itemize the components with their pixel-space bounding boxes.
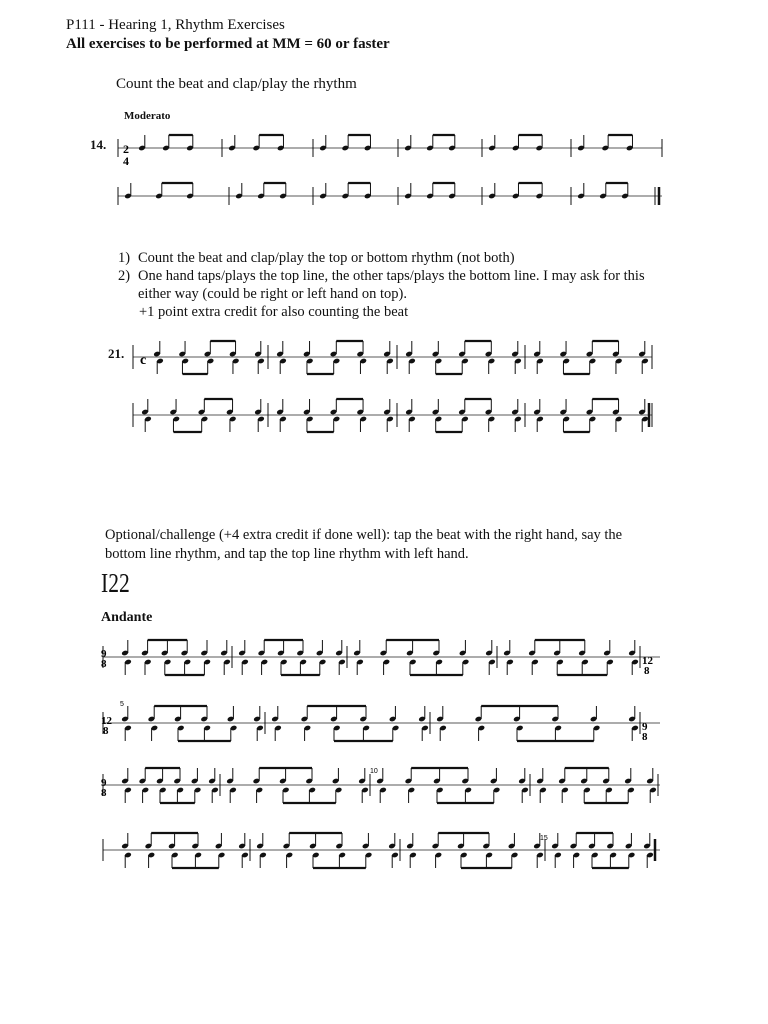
section1-instruction: Count the beat and clap/play the rhythm bbox=[116, 76, 357, 92]
ex122-timesig-12b-top: 12 bbox=[101, 715, 112, 727]
ex122-timesig-9-top: 9 bbox=[101, 648, 107, 660]
ex14-timesig-bottom: 4 bbox=[123, 154, 129, 168]
ex21-common-time: c bbox=[140, 353, 147, 368]
exercise-122-staff-lines bbox=[103, 646, 660, 861]
exercise-14-notation bbox=[0, 120, 768, 230]
ex14-timesig-top: 2 bbox=[123, 142, 129, 156]
exercise-122-notes bbox=[121, 640, 657, 868]
ex122-timesig-9b-top: 9 bbox=[642, 721, 648, 733]
exercise-21-notation bbox=[0, 330, 768, 450]
section3-tempo-marking: Andante bbox=[101, 610, 153, 625]
instruction-item-text: Count the beat and clap/play the top or bottom rhythm (not both) bbox=[138, 250, 515, 266]
instruction-item-text: One hand taps/plays the top line, the other taps/plays the bottom line. I may ask for this either way (could be right or left hand on top). bbox=[138, 268, 645, 302]
instruction-item-number: 2) bbox=[118, 268, 131, 284]
exercise-21-notes bbox=[141, 341, 649, 432]
ex122-measure-number-5: 5 bbox=[120, 701, 124, 708]
ex122-timesig-12-bottom: 8 bbox=[644, 665, 650, 677]
section2-instruction-list bbox=[118, 249, 678, 303]
extra-credit-note: +1 point extra credit for also counting the beat bbox=[139, 304, 409, 320]
exercise-14-number: 14. bbox=[90, 137, 107, 152]
instruction-item-1 bbox=[118, 249, 678, 267]
ex122-timesig-9c-bottom: 8 bbox=[101, 787, 107, 799]
header-title: P111 - Hearing 1, Rhythm Exercises bbox=[66, 17, 285, 33]
exercise-21-staff-lines bbox=[133, 345, 652, 427]
header-tempo-requirement: All exercises to be performed at MM = 60 or faster bbox=[66, 36, 390, 52]
section1-tempo-marking: Moderato bbox=[124, 110, 171, 122]
ex122-timesig-9c-top: 9 bbox=[101, 777, 107, 789]
exercise-122-number: I22 bbox=[101, 568, 130, 598]
exercise-21-number: 21. bbox=[108, 346, 125, 361]
instruction-item-2 bbox=[118, 267, 678, 303]
section3-instruction: Optional/challenge (+4 extra credit if done well): tap the beat with the right hand, say the bottom line rhythm, and tap the top line rhythm with left hand. bbox=[105, 527, 623, 562]
exercise-14-notes bbox=[124, 135, 633, 199]
ex122-measure-number-15: 15 bbox=[540, 835, 548, 842]
exercise-122-notation bbox=[0, 630, 768, 890]
ex122-timesig-12b-bottom: 8 bbox=[103, 725, 109, 737]
ex122-timesig-9-bottom: 8 bbox=[101, 658, 107, 670]
instruction-item-number: 1) bbox=[118, 250, 131, 266]
ex122-timesig-12-top: 12 bbox=[642, 655, 653, 667]
ex122-measure-number-10: 10 bbox=[370, 768, 378, 775]
ex122-timesig-9b-bottom: 8 bbox=[642, 731, 648, 743]
